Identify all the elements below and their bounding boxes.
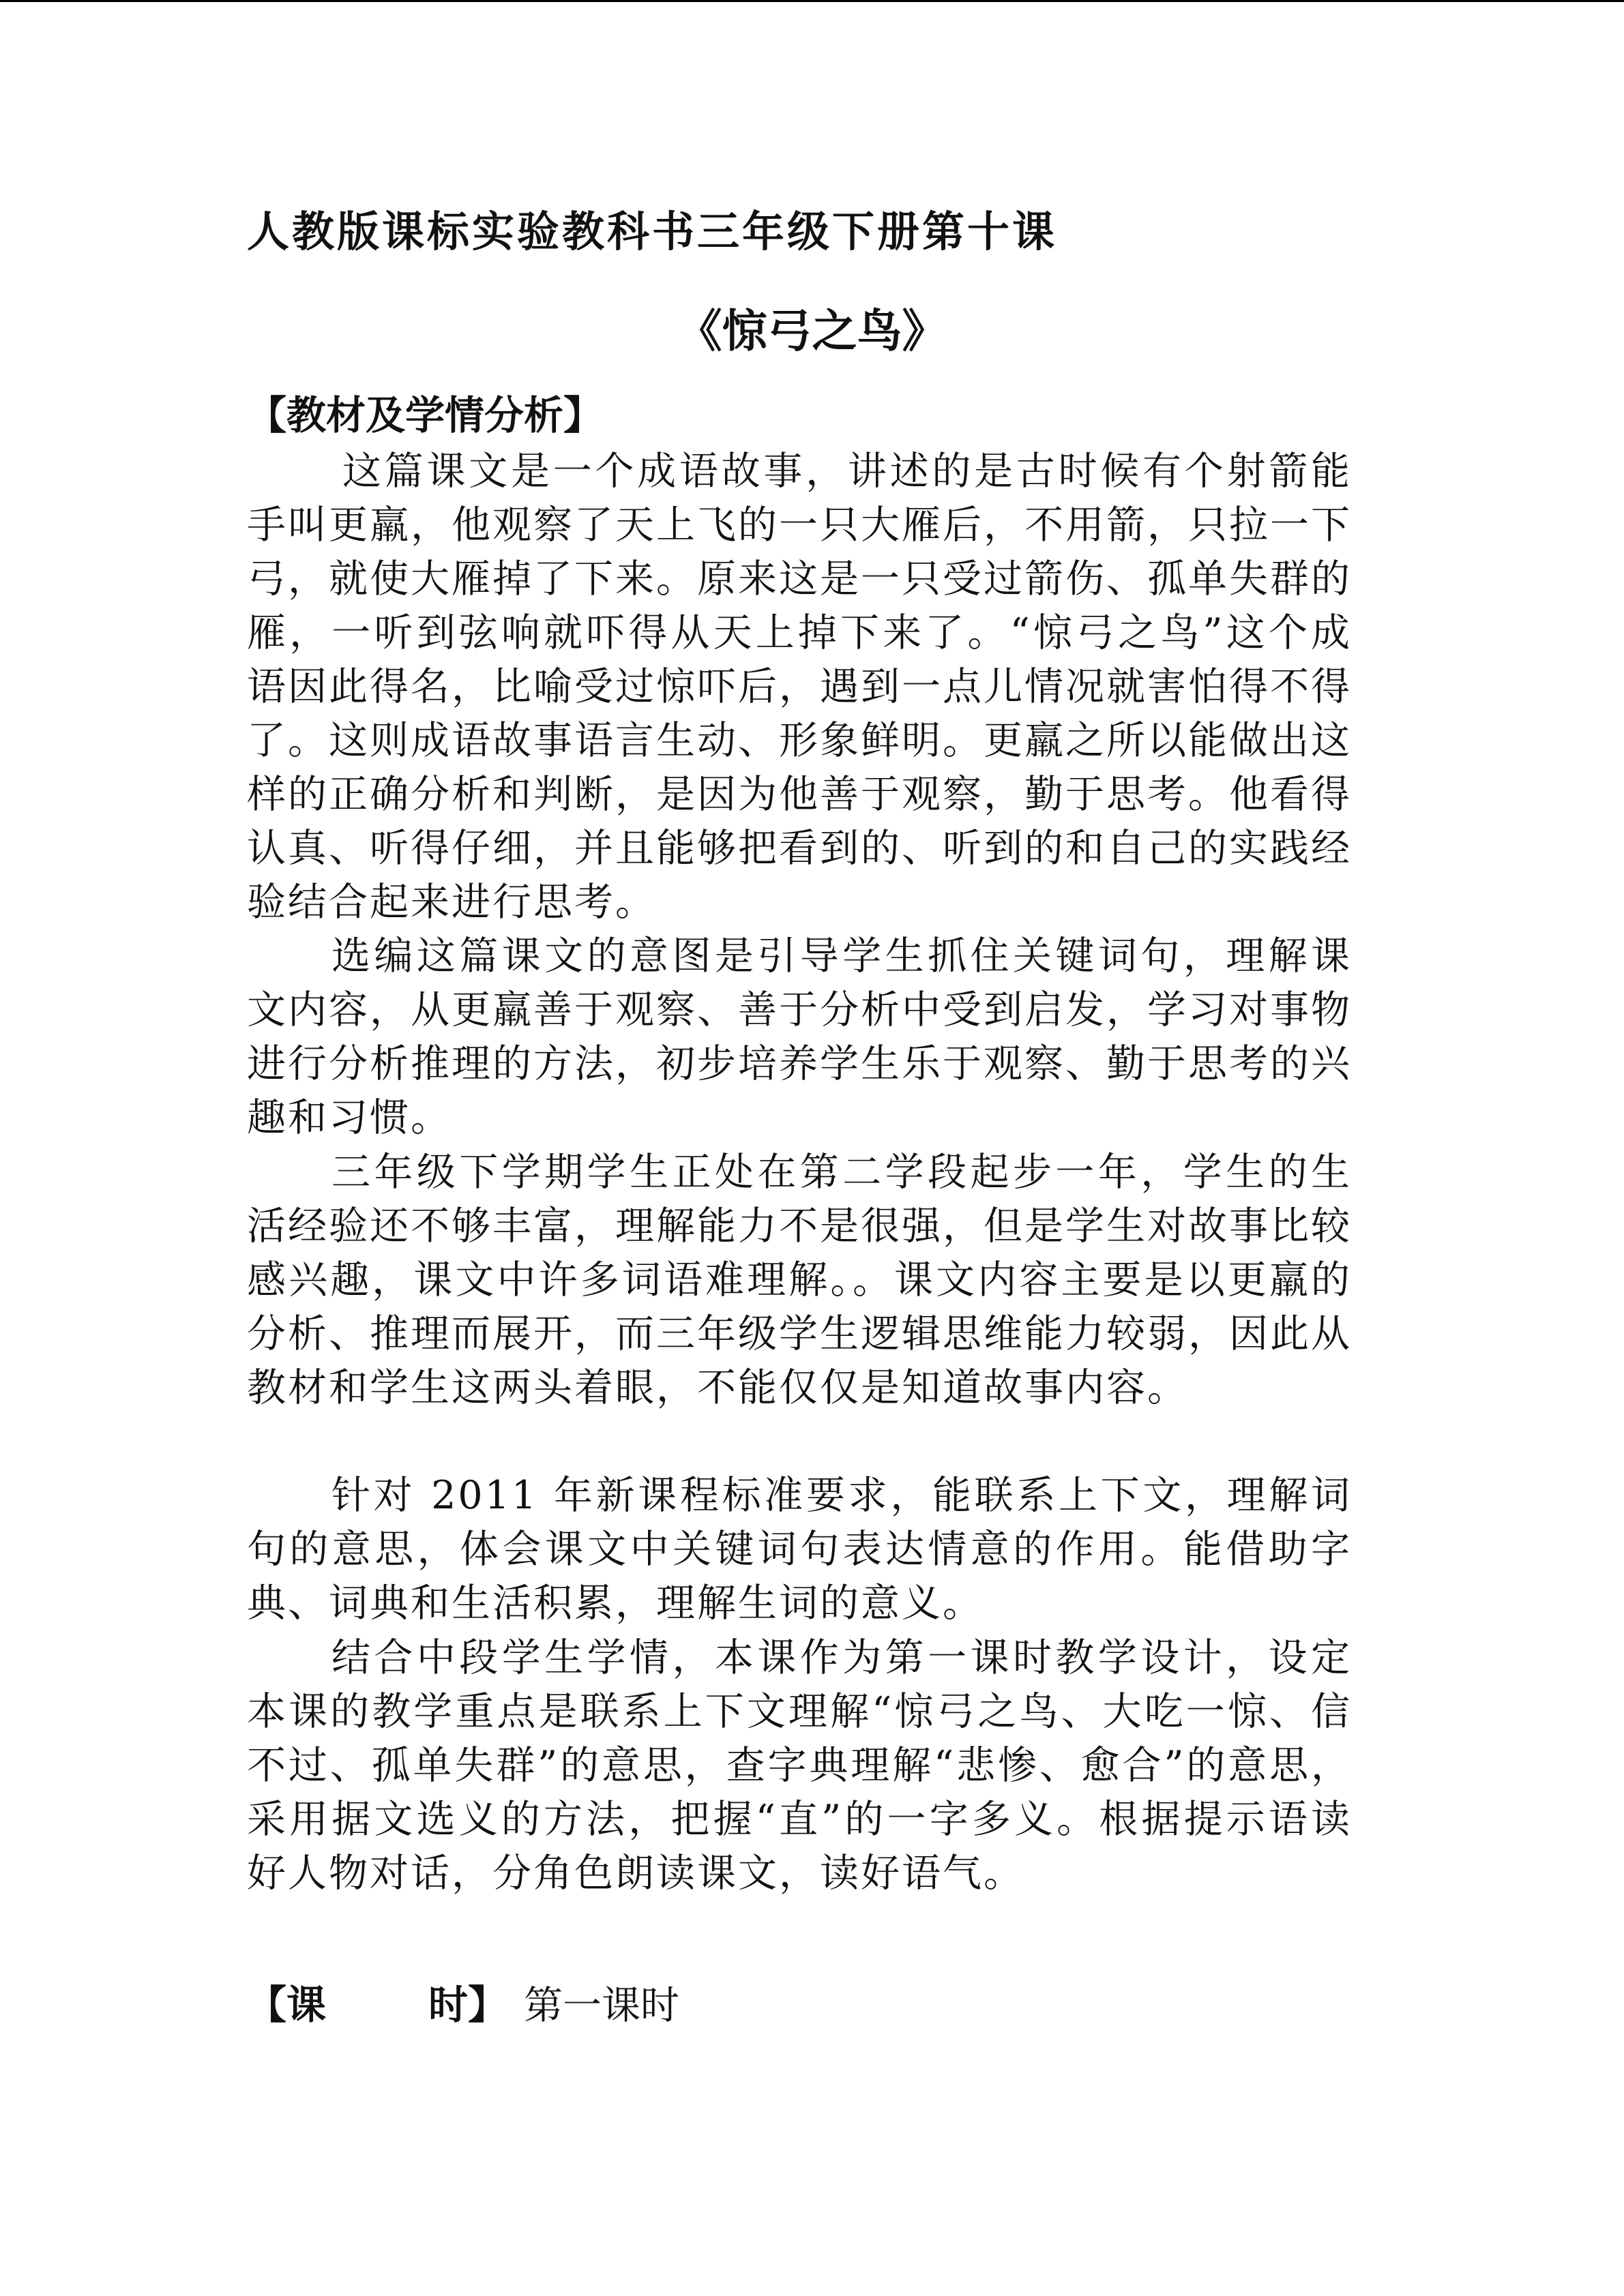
lesson-period-label-open: 【课 <box>247 1982 327 2028</box>
lesson-title: 《惊弓之鸟》 <box>677 304 947 357</box>
paragraph-selection-intent: 选编这篇课文的意图是引导学生抓住关键词句，理解课文内容，从更羸善于观察、善于分析中受到启发，学习对事物进行分析推理的方法，初步培养学生乐于观察、勤于思考的兴趣和习惯。 <box>247 934 1352 1140</box>
lesson-period-value: 第一课时 <box>524 1983 680 2028</box>
paragraph-textbook-analysis: 这篇课文是一个成语故事，讲述的是古时候有个射箭能手叫更羸，他观察了天上飞的一只大雁后，不用箭，只拉一下弓，就使大雁掉了下来。原来这是一只受过箭伤、孤单失群的雁，一听到弦响就吓得从天上掉下来了。“惊弓之鸟”这个成语因此得名，比喻受过惊吓后，遇到一点儿情况就害怕得不得了。这则成语故事语言生动、形象鲜明。更羸之所以能做出这样的正确分析和判断，是因为他善于观察，勤于思考。他看得认真、听得仔细，并且能够把看到的、听到的和自己的实践经验结合起来进行思考。 <box>247 449 1352 925</box>
lesson-period-row <box>247 1974 679 2046</box>
section-heading: 【教材及学情分析】 <box>247 392 604 438</box>
paragraph-curriculum-standard: 针对 2011 年新课程标准要求，能联系上下文，理解词句的意思，体会课文中关键词句表达情意的作用。能借助字典、词典和生活积累，理解生词的意义。 <box>247 1473 1352 1626</box>
top-border-line <box>0 0 1624 2</box>
document-heading: 人教版课标实验教科书三年级下册第十课 <box>247 207 1058 256</box>
paragraph-student-analysis: 三年级下学期学生正处在第二学段起步一年，学生的生活经验还不够丰富，理解能力不是很强，但是学生对故事比较感兴趣，课文中许多词语难理解。。课文内容主要是以更羸的分析、推理而展开，而三年级学生逻辑思维能力较弱，因此从教材和学生这两头着眼，不能仅仅是知道故事内容。 <box>247 1150 1352 1410</box>
lesson-period-label-close: 时】 <box>428 1982 508 2028</box>
paragraph-teaching-focus: 结合中段学生学情，本课作为第一课时教学设计，设定本课的教学重点是联系上下文理解“惊弓之鸟、大吃一惊、信不过、孤单失群”的意思，查字典理解“悲惨、愈合”的意思，采用据文选义的方法，把握“直”的一字多义。根据提示语读好人物对话，分角色朗读课文，读好语气。 <box>247 1635 1352 1896</box>
